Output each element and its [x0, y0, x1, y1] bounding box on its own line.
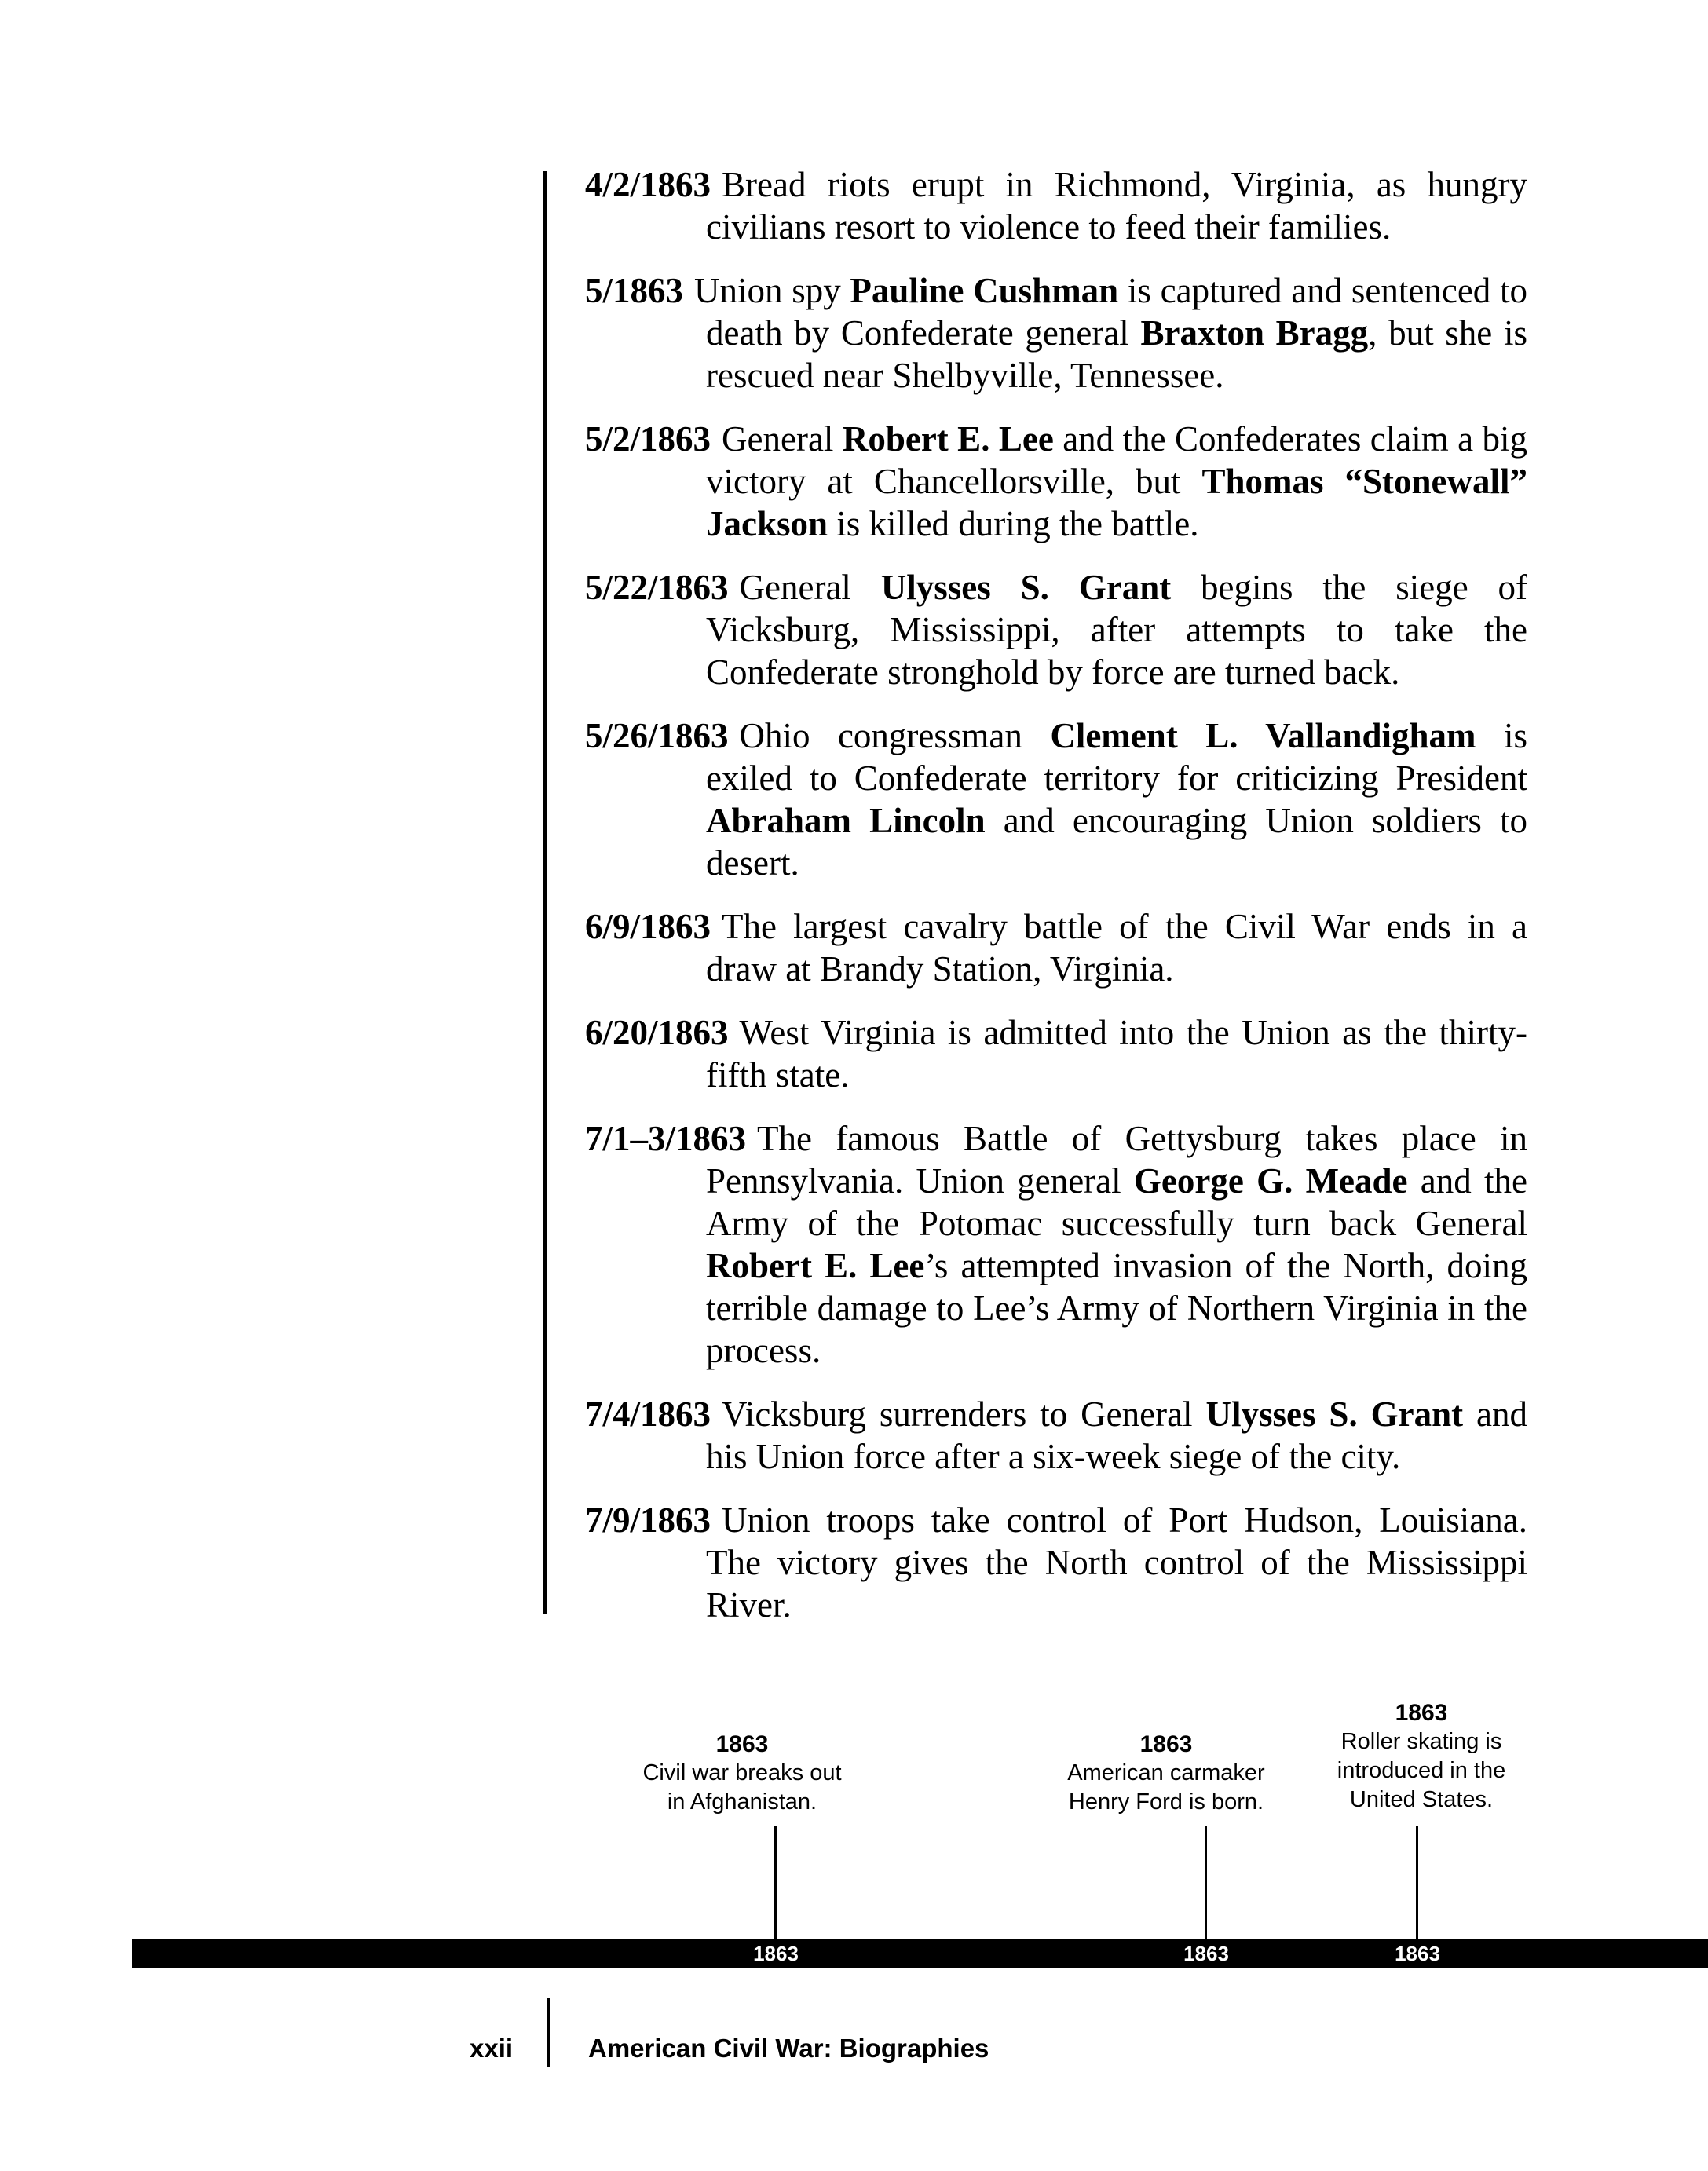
footer-divider [547, 1998, 550, 2067]
timeline-bar-year: 1863 [1183, 1942, 1229, 1965]
entry-text: General [722, 419, 843, 459]
entry-date: 6/9/1863 [585, 907, 711, 946]
entry-text: Union troops take control of Port Hudson, Louisiana. The victory gives the North control of the Mississippi River. [706, 1500, 1527, 1625]
timeline-bar [132, 1939, 1708, 1968]
entry-date: 5/2/1863 [585, 419, 711, 459]
chronology-entry [585, 1499, 1527, 1626]
entry-date: 5/26/1863 [585, 716, 729, 755]
chronology-entry [585, 418, 1527, 545]
entry-name: Ulysses S. Grant [1205, 1394, 1464, 1434]
timeline-event-text: Civil war breaks out [642, 1760, 842, 1785]
chronology-entry [585, 269, 1527, 397]
entry-text: and his Union force after a six-week siege of the city. [706, 1394, 1527, 1476]
chronology-entry [585, 163, 1527, 248]
timeline-event-3 [1308, 1698, 1535, 1815]
timeline-tick [1416, 1826, 1418, 1939]
page-number: xxii [470, 2034, 514, 2063]
timeline-tick [1205, 1826, 1207, 1939]
entry-date: 7/4/1863 [585, 1394, 711, 1434]
timeline-bar-year: 1863 [753, 1942, 799, 1965]
entry-text: The largest cavalry battle of the Civil War ends in a draw at Brandy Station, Virginia. [706, 907, 1527, 989]
chronology-entry [585, 1393, 1527, 1478]
entry-text: ’s attempted invasion of the North, doing terrible damage to Lee’s Army of Northern Virginia in the process. [706, 1246, 1527, 1370]
entry-date: 6/20/1863 [585, 1013, 729, 1052]
timeline-tick [774, 1826, 777, 1939]
entry-name: Thomas “Stonewall” Jackson [706, 462, 1528, 543]
entry-text: Vicksburg surrenders to General [722, 1394, 1206, 1434]
entry-text: The famous Battle of Gettysburg takes place in Pennsylvania. Union general [706, 1119, 1527, 1201]
timeline-event-year: 1863 [1139, 1731, 1193, 1757]
timeline-event-year: 1863 [1395, 1700, 1448, 1726]
chronology-entry [585, 1011, 1527, 1096]
chronology-entry [585, 1117, 1527, 1372]
book-title: American Civil War: Biographies [588, 2034, 989, 2063]
entry-text: and the Confederates claim a big victory at Chancellorsville, but [706, 419, 1527, 501]
entry-name: Pauline Cushman [850, 271, 1119, 310]
entry-date: 7/1–3/1863 [585, 1119, 747, 1158]
entry-date: 5/22/1863 [585, 568, 729, 607]
entry-date: 5/1863 [585, 271, 684, 310]
entry-text: Union spy [694, 271, 850, 310]
entry-text: is captured and sentenced to death by Confederate general [706, 271, 1527, 353]
chronology-entry [585, 905, 1527, 990]
chronology-entry [585, 566, 1527, 693]
timeline-event-text: Roller skating is [1340, 1729, 1502, 1754]
entry-name: Ulysses S. Grant [880, 568, 1172, 607]
timeline-event-1 [620, 1730, 864, 1817]
entry-text: is killed during the battle. [828, 504, 1199, 543]
timeline-event-text: American carmaker [1067, 1760, 1265, 1785]
margin-rule [543, 171, 547, 1614]
entry-text: is exiled to Confederate territory for criticizing President [706, 716, 1527, 798]
entry-text: and the Army of the Potomac successfully turn back General [706, 1161, 1527, 1243]
entry-text: begins the siege of Vicksburg, Mississippi, after attempts to take the Confederate stronghold by force are turned back. [706, 568, 1527, 692]
entry-text: Bread riots erupt in Richmond, Virginia, as hungry civilians resort to violence to feed their families. [706, 165, 1527, 247]
entry-name: George G. Meade [1133, 1161, 1408, 1201]
entry-name: Robert E. Lee [842, 419, 1054, 459]
timeline-event-text: in Afghanistan. [667, 1789, 817, 1815]
entry-text: Ohio congressman [739, 716, 1051, 755]
entry-date: 7/9/1863 [585, 1500, 711, 1540]
entry-name: Clement L. Vallandigham [1050, 716, 1476, 755]
chronology-entry [585, 715, 1527, 884]
entry-text: and encouraging Union soldiers to desert. [706, 801, 1527, 883]
chronology-entries [585, 163, 1527, 1647]
timeline-event-2 [1048, 1730, 1284, 1817]
timeline-event-text: United States. [1349, 1787, 1494, 1812]
entry-name: Abraham Lincoln [706, 801, 986, 840]
timeline-event-year: 1863 [715, 1731, 769, 1757]
entry-text: West Virginia is admitted into the Union as the thirty-fifth state. [706, 1013, 1527, 1095]
entry-date: 4/2/1863 [585, 165, 711, 204]
entry-name: Robert E. Lee [706, 1246, 925, 1285]
timeline-bar-year: 1863 [1395, 1942, 1440, 1965]
timeline-event-text: introduced in the [1337, 1758, 1506, 1783]
entry-text: General [739, 568, 881, 607]
entry-text: , but she is rescued near Shelbyville, Tennessee. [706, 313, 1527, 395]
entry-name: Braxton Bragg [1140, 313, 1369, 353]
timeline-event-text: Henry Ford is born. [1068, 1789, 1264, 1815]
